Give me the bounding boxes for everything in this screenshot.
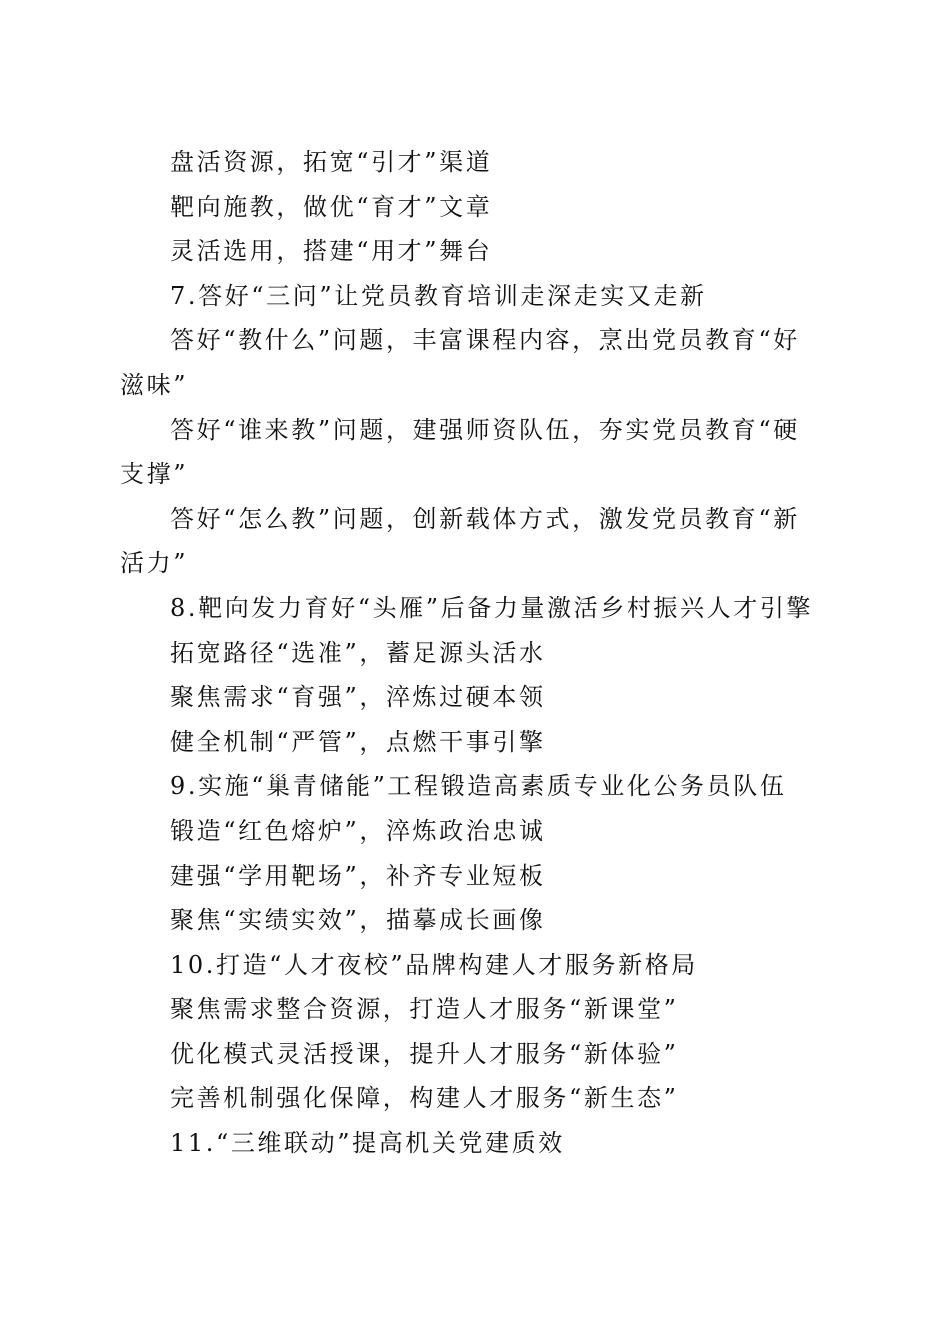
section-heading: 7.答好“三问”让党员教育培训走深走实又走新 bbox=[170, 281, 707, 310]
outline-item: 聚焦“实绩实效”，描摹成长画像 bbox=[170, 906, 546, 935]
section-heading: 10.打造“人才夜校”品牌构建人才服务新格局 bbox=[170, 950, 698, 979]
outline-item: 建强“学用靶场”，补齐专业短板 bbox=[170, 861, 546, 890]
outline-item: 答好“谁来教”问题，建强师资队伍，夯实党员教育“硬 bbox=[170, 415, 800, 444]
outline-item: 拓宽路径“选准”，蓄足源头活水 bbox=[170, 638, 546, 667]
outline-item-continuation: 滋味” bbox=[120, 370, 189, 399]
outline-item: 聚焦需求“育强”，淬炼过硬本领 bbox=[170, 683, 546, 712]
section-heading: 9.实施“巢青储能”工程锻造高素质专业化公务员队伍 bbox=[170, 772, 787, 801]
section-heading: 8.靶向发力育好“头雁”后备力量激活乡村振兴人才引擎 bbox=[170, 593, 814, 622]
outline-item: 健全机制“严管”，点燃干事引擎 bbox=[170, 727, 546, 756]
section-heading: 11.“三维联动”提高机关党建质效 bbox=[170, 1129, 565, 1158]
outline-item: 聚焦需求整合资源，打造人才服务“新课堂” bbox=[170, 995, 679, 1024]
outline-item: 锻造“红色熔炉”，淬炼政治忠诚 bbox=[170, 816, 546, 845]
outline-item-continuation: 活力” bbox=[120, 549, 189, 578]
document-body bbox=[120, 140, 826, 1166]
outline-item: 答好“教什么”问题，丰富课程内容，烹出党员教育“好 bbox=[170, 326, 800, 355]
outline-item: 完善机制强化保障，构建人才服务“新生态” bbox=[170, 1084, 679, 1113]
outline-item: 灵活选用，搭建“用才”舞台 bbox=[170, 237, 493, 266]
outline-item-continuation: 支撑” bbox=[120, 460, 189, 489]
outline-item: 盘活资源，拓宽“引才”渠道 bbox=[170, 148, 493, 176]
outline-item: 靶向施教，做优“育才”文章 bbox=[170, 192, 493, 221]
outline-item: 答好“怎么教”问题，创新载体方式，激发党员教育“新 bbox=[170, 504, 800, 533]
outline-item: 优化模式灵活授课，提升人才服务“新体验” bbox=[170, 1039, 679, 1068]
